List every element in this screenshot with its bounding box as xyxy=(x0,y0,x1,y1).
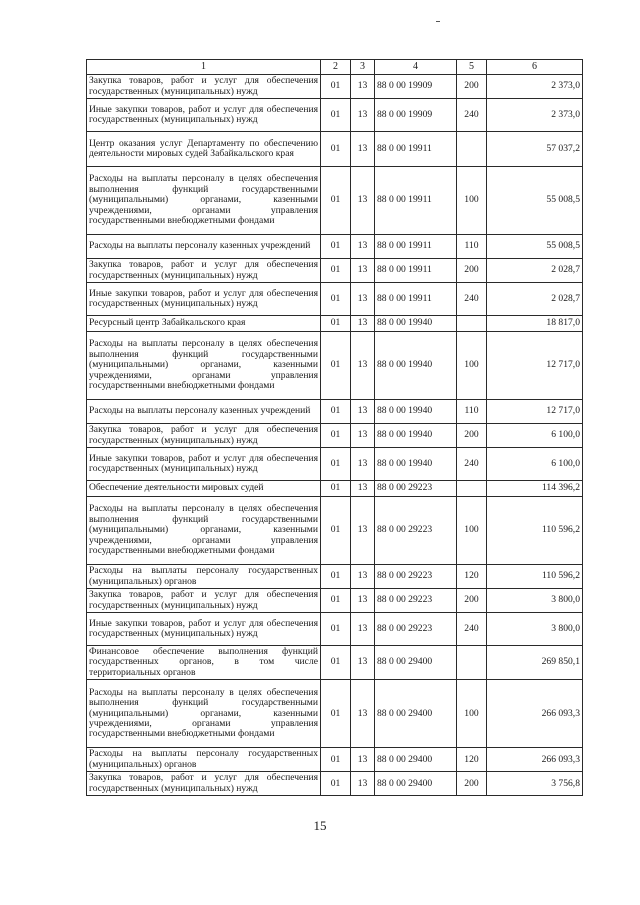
row-expense-type: 100 xyxy=(457,167,487,235)
row-expense-type: 120 xyxy=(457,565,487,589)
row-target-code: 88 0 00 29400 xyxy=(375,772,457,796)
row-name: Расходы на выплаты персоналу в целях обеспечения выполнения функций государственными (муниципальными) органами, казенными учреждениями, органами управления государственными внебюджетными фондами xyxy=(87,497,321,565)
table-row xyxy=(87,400,583,424)
row-subsection: 13 xyxy=(351,400,375,424)
row-target-code: 88 0 00 29400 xyxy=(375,680,457,748)
row-name: Закупка товаров, работ и услуг для обеспечения государственных (муниципальных) нужд xyxy=(87,75,321,99)
row-amount: 110 596,2 xyxy=(487,497,583,565)
header-col-2: 2 xyxy=(321,60,351,75)
row-amount: 55 008,5 xyxy=(487,235,583,259)
row-section: 01 xyxy=(321,283,351,316)
row-expense-type xyxy=(457,316,487,332)
row-section: 01 xyxy=(321,497,351,565)
row-amount: 55 008,5 xyxy=(487,167,583,235)
row-amount: 2 028,7 xyxy=(487,259,583,283)
row-section: 01 xyxy=(321,99,351,132)
row-expense-type xyxy=(457,132,487,167)
row-subsection: 13 xyxy=(351,424,375,448)
header-col-5: 5 xyxy=(457,60,487,75)
row-section: 01 xyxy=(321,332,351,400)
table-row xyxy=(87,316,583,332)
row-name: Закупка товаров, работ и услуг для обеспечения государственных (муниципальных) нужд xyxy=(87,772,321,796)
table-row xyxy=(87,132,583,167)
table-row xyxy=(87,680,583,748)
row-subsection: 13 xyxy=(351,259,375,283)
row-name: Ресурсный центр Забайкальского края xyxy=(87,316,321,332)
table-row xyxy=(87,748,583,772)
row-target-code: 88 0 00 19940 xyxy=(375,332,457,400)
row-expense-type: 240 xyxy=(457,613,487,646)
table-row xyxy=(87,646,583,680)
row-subsection: 13 xyxy=(351,589,375,613)
row-amount: 6 100,0 xyxy=(487,448,583,481)
row-amount: 266 093,3 xyxy=(487,680,583,748)
row-section: 01 xyxy=(321,167,351,235)
row-expense-type: 110 xyxy=(457,235,487,259)
row-subsection: 13 xyxy=(351,565,375,589)
row-name: Обеспечение деятельности мировых судей xyxy=(87,481,321,497)
row-target-code: 88 0 00 29400 xyxy=(375,646,457,680)
table-row xyxy=(87,99,583,132)
row-section: 01 xyxy=(321,748,351,772)
row-subsection: 13 xyxy=(351,772,375,796)
row-section: 01 xyxy=(321,680,351,748)
row-target-code: 88 0 00 19911 xyxy=(375,132,457,167)
table-row xyxy=(87,448,583,481)
header-col-3: 3 xyxy=(351,60,375,75)
table-row xyxy=(87,772,583,796)
table-row xyxy=(87,235,583,259)
row-amount: 3 756,8 xyxy=(487,772,583,796)
row-target-code: 88 0 00 19940 xyxy=(375,424,457,448)
row-amount: 18 817,0 xyxy=(487,316,583,332)
header-col-4: 4 xyxy=(375,60,457,75)
row-target-code: 88 0 00 19940 xyxy=(375,448,457,481)
table-row xyxy=(87,481,583,497)
row-name: Иные закупки товаров, работ и услуг для обеспечения государственных (муниципальных) нужд xyxy=(87,448,321,481)
header-row xyxy=(87,60,583,75)
row-name: Расходы на выплаты персоналу государственных (муниципальных) органов xyxy=(87,748,321,772)
row-target-code: 88 0 00 19911 xyxy=(375,283,457,316)
row-amount: 12 717,0 xyxy=(487,332,583,400)
row-section: 01 xyxy=(321,481,351,497)
row-amount: 114 396,2 xyxy=(487,481,583,497)
table-row xyxy=(87,497,583,565)
row-subsection: 13 xyxy=(351,497,375,565)
row-amount: 2 373,0 xyxy=(487,75,583,99)
row-name: Расходы на выплаты персоналу государственных (муниципальных) органов xyxy=(87,565,321,589)
row-expense-type: 100 xyxy=(457,680,487,748)
table-row xyxy=(87,589,583,613)
row-section: 01 xyxy=(321,235,351,259)
row-target-code: 88 0 00 29223 xyxy=(375,565,457,589)
row-amount: 2 028,7 xyxy=(487,283,583,316)
table-row xyxy=(87,259,583,283)
row-expense-type: 120 xyxy=(457,748,487,772)
row-amount: 57 037,2 xyxy=(487,132,583,167)
row-subsection: 13 xyxy=(351,481,375,497)
row-amount: 110 596,2 xyxy=(487,565,583,589)
row-target-code: 88 0 00 19940 xyxy=(375,316,457,332)
row-section: 01 xyxy=(321,565,351,589)
row-section: 01 xyxy=(321,772,351,796)
table-header xyxy=(87,60,583,75)
row-section: 01 xyxy=(321,316,351,332)
row-section: 01 xyxy=(321,646,351,680)
row-expense-type: 200 xyxy=(457,772,487,796)
row-name: Иные закупки товаров, работ и услуг для обеспечения государственных (муниципальных) нужд xyxy=(87,283,321,316)
row-target-code: 88 0 00 19909 xyxy=(375,99,457,132)
row-amount: 3 800,0 xyxy=(487,613,583,646)
scan-mark xyxy=(436,21,440,22)
row-section: 01 xyxy=(321,75,351,99)
header-col-1: 1 xyxy=(87,60,321,75)
row-name: Иные закупки товаров, работ и услуг для обеспечения государственных (муниципальных) нужд xyxy=(87,99,321,132)
row-expense-type: 100 xyxy=(457,332,487,400)
row-name: Расходы на выплаты персоналу в целях обеспечения выполнения функций государственными (муниципальными) органами, казенными учреждениями, органами управления государственными внебюджетными фондами xyxy=(87,332,321,400)
row-expense-type xyxy=(457,646,487,680)
row-subsection: 13 xyxy=(351,235,375,259)
row-amount: 3 800,0 xyxy=(487,589,583,613)
header-col-6: 6 xyxy=(487,60,583,75)
row-target-code: 88 0 00 19911 xyxy=(375,235,457,259)
row-name: Центр оказания услуг Департаменту по обеспечению деятельности мировых судей Забайкальского края xyxy=(87,132,321,167)
row-section: 01 xyxy=(321,400,351,424)
row-amount: 266 093,3 xyxy=(487,748,583,772)
row-amount: 2 373,0 xyxy=(487,99,583,132)
row-expense-type: 200 xyxy=(457,424,487,448)
table-body xyxy=(87,75,583,796)
row-subsection: 13 xyxy=(351,283,375,316)
row-expense-type: 240 xyxy=(457,448,487,481)
row-target-code: 88 0 00 19911 xyxy=(375,259,457,283)
row-expense-type: 200 xyxy=(457,589,487,613)
row-section: 01 xyxy=(321,424,351,448)
row-target-code: 88 0 00 19940 xyxy=(375,400,457,424)
row-target-code: 88 0 00 29400 xyxy=(375,748,457,772)
row-target-code: 88 0 00 19909 xyxy=(375,75,457,99)
row-subsection: 13 xyxy=(351,132,375,167)
row-name: Расходы на выплаты персоналу в целях обеспечения выполнения функций государственными (муниципальными) органами, казенными учреждениями, органами управления государственными внебюджетными фондами xyxy=(87,680,321,748)
row-name: Финансовое обеспечение выполнения функций государственных органов, в том числе территориальных органов xyxy=(87,646,321,680)
row-subsection: 13 xyxy=(351,646,375,680)
row-section: 01 xyxy=(321,448,351,481)
table-row xyxy=(87,167,583,235)
row-target-code: 88 0 00 29223 xyxy=(375,497,457,565)
row-expense-type: 100 xyxy=(457,497,487,565)
table-row xyxy=(87,424,583,448)
table-row xyxy=(87,332,583,400)
row-name: Закупка товаров, работ и услуг для обеспечения государственных (муниципальных) нужд xyxy=(87,259,321,283)
row-section: 01 xyxy=(321,589,351,613)
row-section: 01 xyxy=(321,259,351,283)
row-target-code: 88 0 00 19911 xyxy=(375,167,457,235)
row-target-code: 88 0 00 29223 xyxy=(375,613,457,646)
row-name: Закупка товаров, работ и услуг для обеспечения государственных (муниципальных) нужд xyxy=(87,424,321,448)
row-expense-type: 200 xyxy=(457,75,487,99)
row-expense-type: 110 xyxy=(457,400,487,424)
page-number: 15 xyxy=(313,818,327,833)
row-target-code: 88 0 00 29223 xyxy=(375,589,457,613)
row-target-code: 88 0 00 29223 xyxy=(375,481,457,497)
row-expense-type: 200 xyxy=(457,259,487,283)
row-amount: 12 717,0 xyxy=(487,400,583,424)
row-name: Закупка товаров, работ и услуг для обеспечения государственных (муниципальных) нужд xyxy=(87,589,321,613)
row-amount: 269 850,1 xyxy=(487,646,583,680)
row-section: 01 xyxy=(321,613,351,646)
table-row xyxy=(87,283,583,316)
table-row xyxy=(87,565,583,589)
row-subsection: 13 xyxy=(351,99,375,132)
row-subsection: 13 xyxy=(351,680,375,748)
row-expense-type: 240 xyxy=(457,99,487,132)
row-expense-type xyxy=(457,481,487,497)
row-name: Расходы на выплаты персоналу казенных учреждений xyxy=(87,235,321,259)
row-subsection: 13 xyxy=(351,332,375,400)
row-subsection: 13 xyxy=(351,75,375,99)
row-subsection: 13 xyxy=(351,167,375,235)
table-row xyxy=(87,75,583,99)
table-row xyxy=(87,613,583,646)
row-name: Иные закупки товаров, работ и услуг для обеспечения государственных (муниципальных) нужд xyxy=(87,613,321,646)
row-name: Расходы на выплаты персоналу в целях обеспечения выполнения функций государственными (муниципальными) органами, казенными учреждениями, органами управления государственными внебюджетными фондами xyxy=(87,167,321,235)
row-subsection: 13 xyxy=(351,448,375,481)
row-subsection: 13 xyxy=(351,748,375,772)
row-name: Расходы на выплаты персоналу казенных учреждений xyxy=(87,400,321,424)
row-amount: 6 100,0 xyxy=(487,424,583,448)
row-subsection: 13 xyxy=(351,316,375,332)
row-subsection: 13 xyxy=(351,613,375,646)
budget-table xyxy=(86,59,583,796)
row-section: 01 xyxy=(321,132,351,167)
row-expense-type: 240 xyxy=(457,283,487,316)
